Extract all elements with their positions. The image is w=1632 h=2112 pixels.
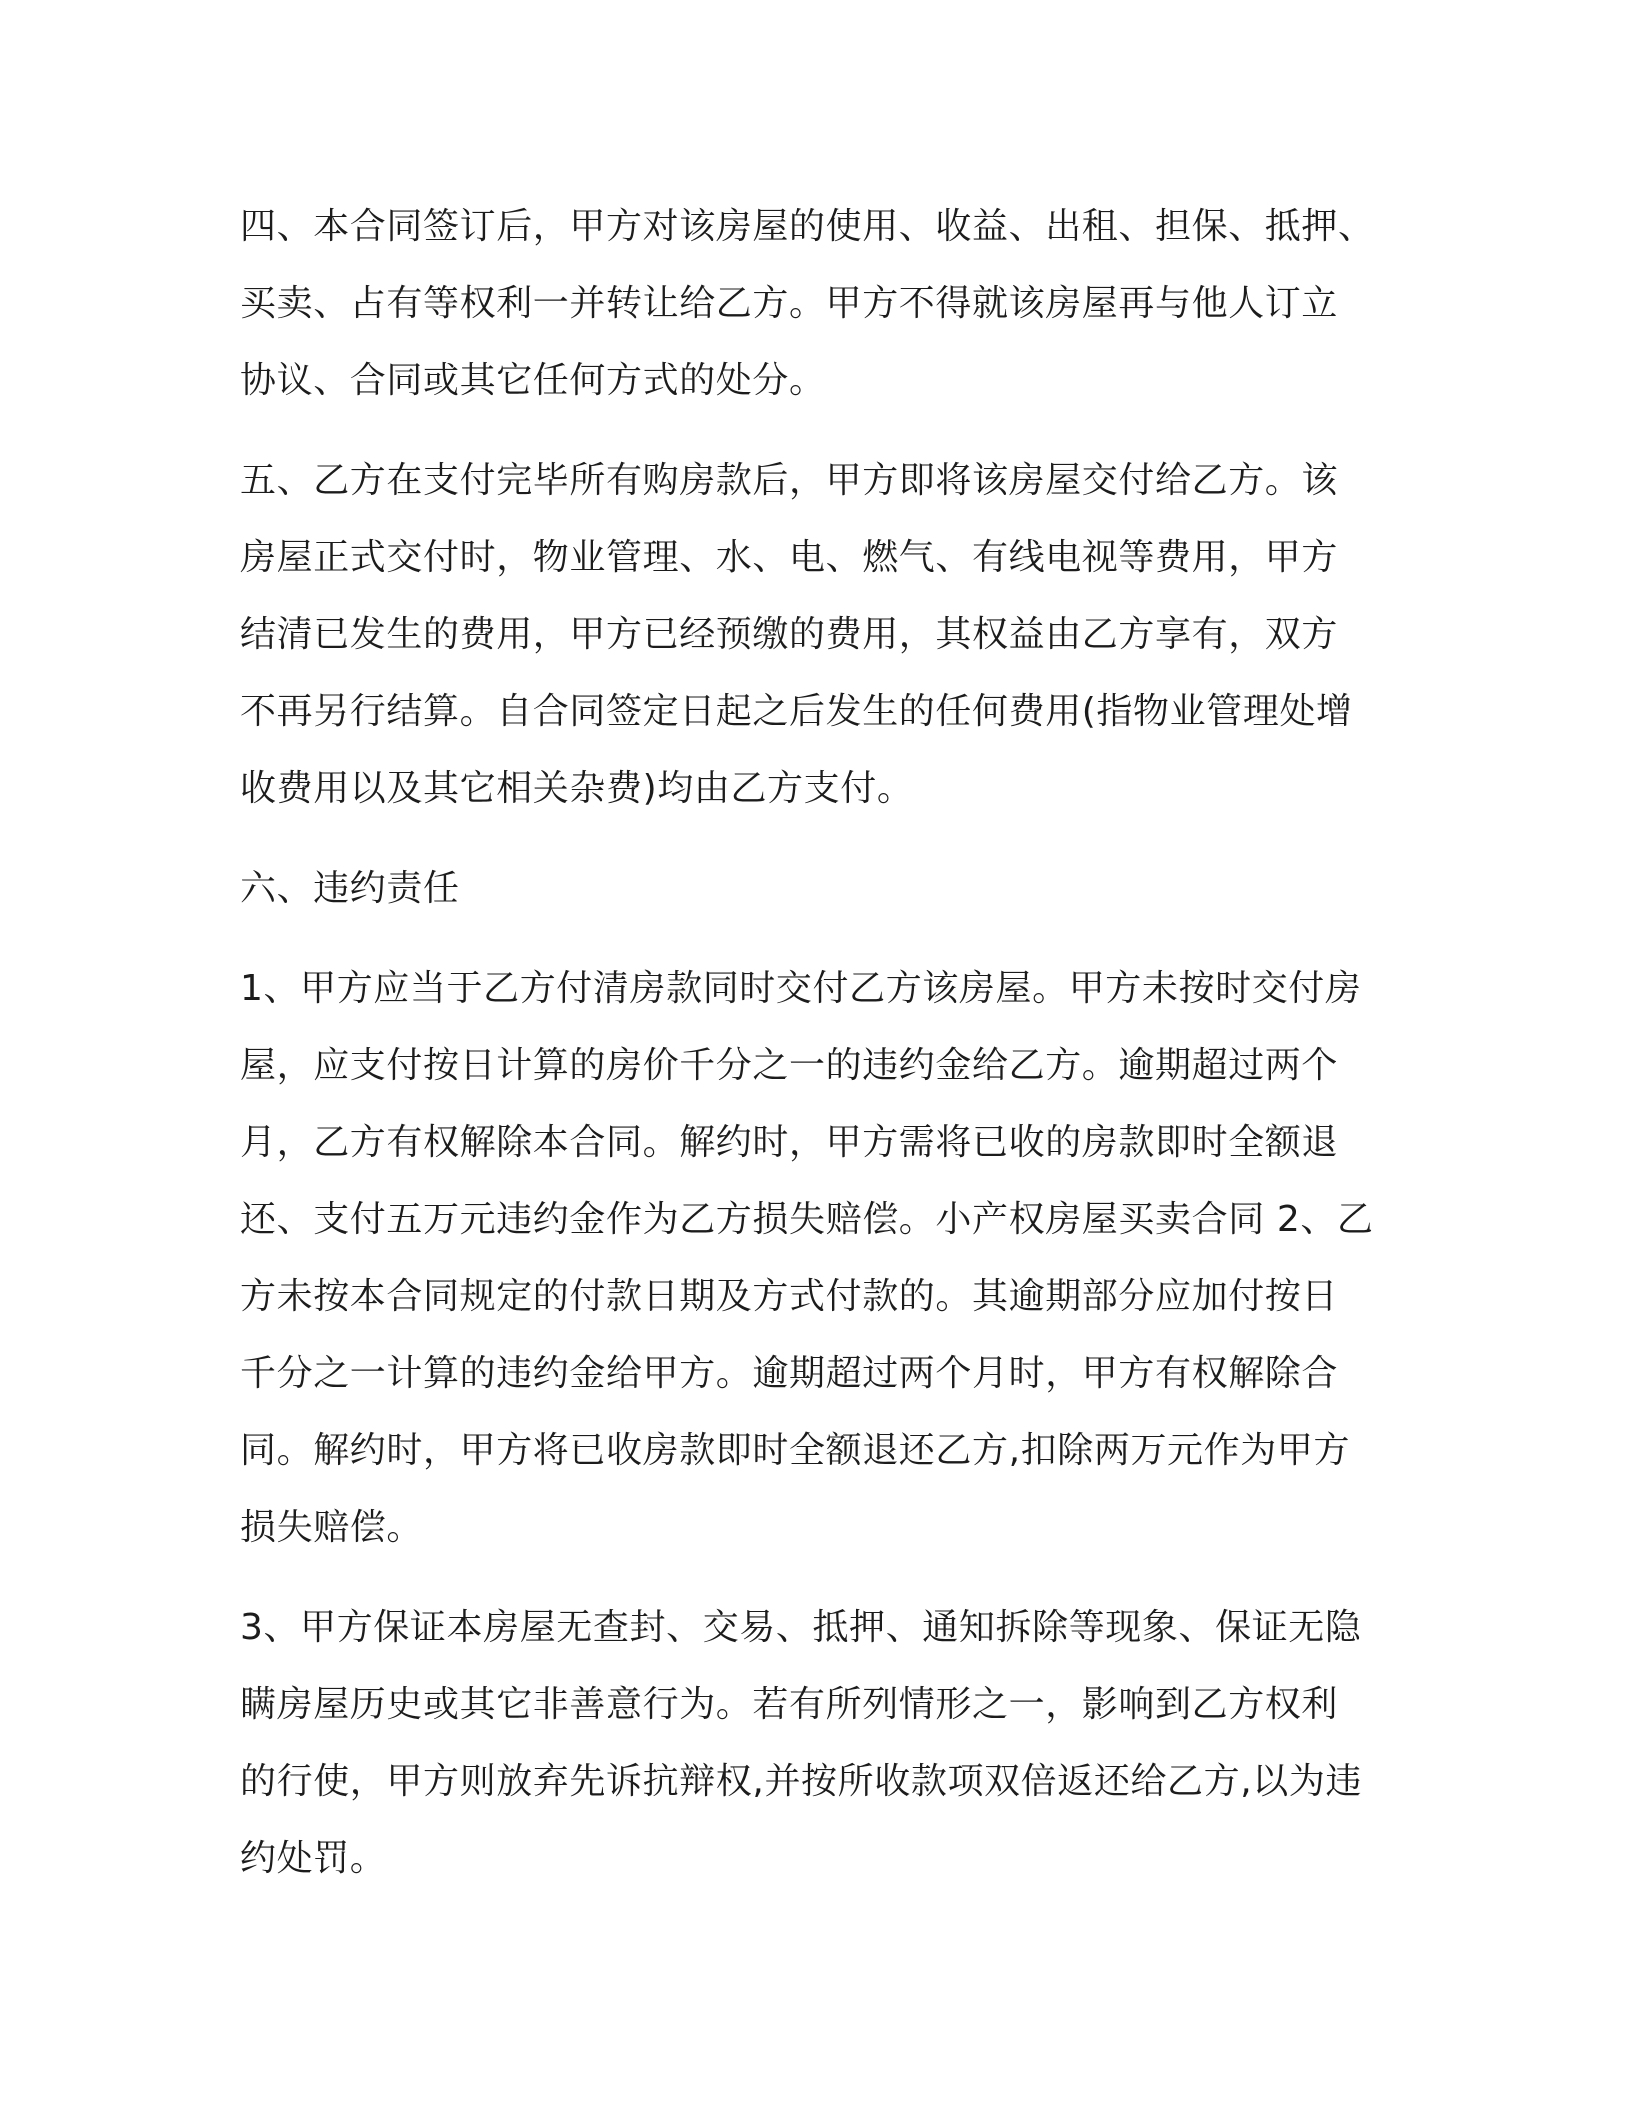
section-heading: 六、违约责任	[240, 868, 460, 909]
document-body	[240, 188, 1390, 1920]
text-line: 方未按本合同规定的付款日期及方式付款的。其逾期部分应加付按日	[240, 1276, 1339, 1317]
clause-four-paragraph	[240, 188, 1390, 419]
text-line: 同。解约时，甲方将已收房款即时全额退还乙方,扣除两万元作为甲方	[240, 1430, 1351, 1471]
text-line: 千分之一计算的违约金给甲方。逾期超过两个月时，甲方有权解除合	[240, 1353, 1339, 1394]
clause-1-2-paragraph	[240, 950, 1390, 1566]
clause-five-paragraph	[240, 442, 1390, 827]
text-line: 损失赔偿。	[240, 1507, 424, 1548]
text-line: 瞒房屋历史或其它非善意行为。若有所列情形之一，影响到乙方权利	[240, 1684, 1339, 1725]
text-line: 月，乙方有权解除本合同。解约时，甲方需将已收的房款即时全额退	[240, 1122, 1339, 1163]
text-line: 结清已发生的费用，甲方已经预缴的费用，其权益由乙方享有，双方	[240, 614, 1339, 655]
text-line: 四、本合同签订后，甲方对该房屋的使用、收益、出租、担保、抵押、	[240, 206, 1375, 247]
text-line: 不再另行结算。自合同签定日起之后发生的任何费用(指物业管理处增	[240, 691, 1353, 732]
text-line: 1、甲方应当于乙方付清房款同时交付乙方该房屋。甲方未按时交付房	[240, 968, 1362, 1009]
text-line: 协议、合同或其它任何方式的处分。	[240, 360, 826, 401]
text-line: 收费用以及其它相关杂费)均由乙方支付。	[240, 768, 914, 809]
text-line: 买卖、占有等权利一并转让给乙方。甲方不得就该房屋再与他人订立	[240, 283, 1339, 324]
text-line: 3、甲方保证本房屋无查封、交易、抵押、通知拆除等现象、保证无隐	[240, 1607, 1362, 1648]
text-line: 五、乙方在支付完毕所有购房款后，甲方即将该房屋交付给乙方。该	[240, 460, 1339, 501]
text-line: 还、支付五万元违约金作为乙方损失赔偿。小产权房屋买卖合同 2、乙	[240, 1199, 1374, 1240]
text-line: 的行使，甲方则放弃先诉抗辩权,并按所收款项双倍返还给乙方,以为违	[240, 1761, 1363, 1802]
text-line: 约处罚。	[240, 1838, 387, 1879]
clause-3-paragraph	[240, 1589, 1390, 1897]
text-line: 屋，应支付按日计算的房价千分之一的违约金给乙方。逾期超过两个	[240, 1045, 1339, 1086]
section-heading-breach-liability	[240, 850, 1390, 927]
text-line: 房屋正式交付时，物业管理、水、电、燃气、有线电视等费用，甲方	[240, 537, 1339, 578]
